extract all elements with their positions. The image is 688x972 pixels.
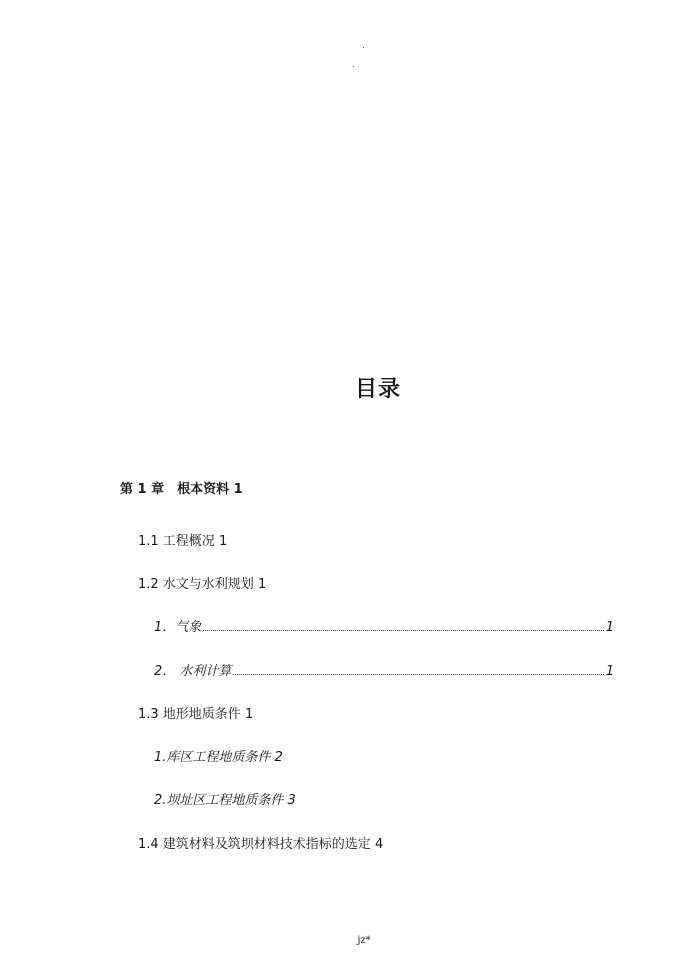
toc-page-number: 1 xyxy=(605,620,614,635)
header-mark xyxy=(353,66,354,67)
dot-leader xyxy=(203,618,603,631)
toc-subsection-damsite-geology[interactable]: 2.坝址区工程地质条件 3 xyxy=(154,793,296,808)
toc-section-1-1[interactable]: 1.1 工程概况 1 xyxy=(138,534,228,549)
toc-section-1-2[interactable]: 1.2 水文与水利规划 1 xyxy=(138,577,267,592)
toc-section-1-3[interactable]: 1.3 地形地质条件 1 xyxy=(138,707,254,722)
toc-page-number: 1 xyxy=(605,664,614,679)
toc-subsection-weather[interactable] xyxy=(154,618,614,637)
toc-entry-label: 1．气象 xyxy=(154,620,202,635)
toc-section-1-4[interactable]: 1.4 建筑材料及筑坝材料技术指标的选定 4 xyxy=(138,837,384,852)
toc-subsection-reservoir-geology[interactable]: 1.库区工程地质条件 2 xyxy=(154,750,283,765)
page-title: 目录 xyxy=(354,377,401,402)
toc-subsection-hydraulic-calc[interactable] xyxy=(154,662,614,681)
page-footer: jz* xyxy=(357,935,371,946)
toc-chapter-1[interactable]: 第 1 章 根本资料 1 xyxy=(120,482,243,497)
dot-leader xyxy=(233,662,603,675)
toc-entry-label: 2． 水利计算 xyxy=(154,664,232,679)
header-mark xyxy=(363,47,364,48)
